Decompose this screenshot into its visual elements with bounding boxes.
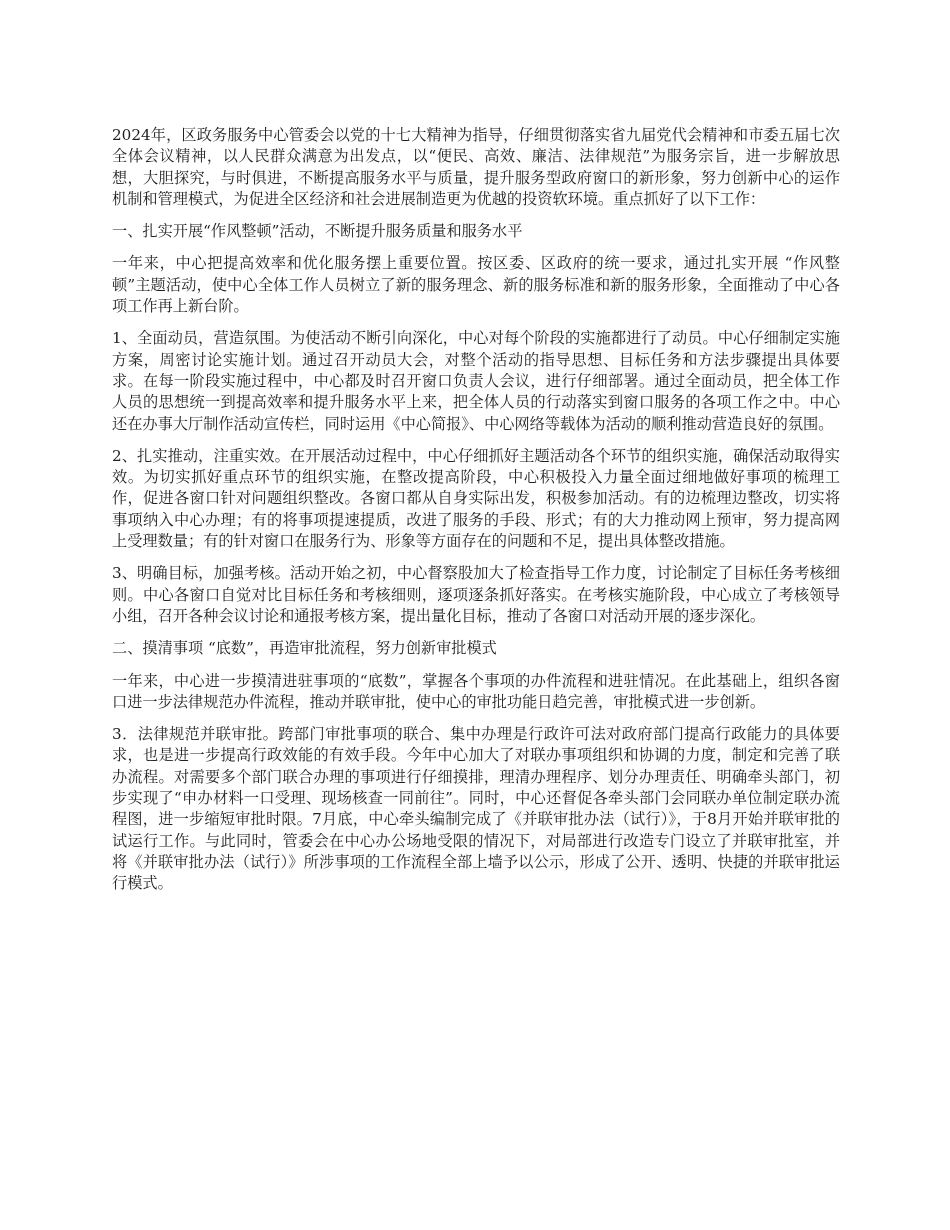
item-1-paragraph: 1、全面动员，营造氛围。为使活动不断引向深化，中心对每个阶段的实施都进行了动员。中心仔细制定实施方案，周密讨论实施计划。通过召开动员大会，对整个活动的指导思想、目标任务和方法步骤提出具体要求。在每一阶段实施过程中，中心都及时召开窗口负责人会议，进行仔细部署。通过全面动员，把全体工作人员的思想统一到提高效率和提升服务水平上来，把全体人员的行动落实到窗口服务的各项工作之中。中心还在办事大厅制作活动宣传栏，同时运用《中心简报》、中心网络等载体为活动的顺利推动营造良好的氛围。: [112, 329, 840, 433]
item-2-paragraph: 2、扎实推动，注重实效。在开展活动过程中，中心仔细抓好主题活动各个环节的组织实施，确保活动取得实效。为切实抓好重点环节的组织实施，在整改提高阶段，中心积极投入力量全面过细地做好事项的梳理工作，促进各窗口针对问题组织整改。各窗口都从自身实际出发，积极参加活动。有的边梳理边整改，切实将事项纳入中心办理；有的将事项提速提质，改进了服务的手段、形式；有的大力推动网上预审，努力提高网上受理数量；有的针对窗口在服务行为、形象等方面存在的问题和不足，提出具体整改措施。: [112, 446, 840, 551]
intro-paragraph: 2024年，区政务服务中心管委会以党的十七大精神为指导，仔细贯彻落实省九届党代会精神和市委五届七次全体会议精神，以人民群众满意为出发点，以“便民、高效、廉洁、法律规范”为服务宗旨，进一步解放思想，大胆探究，与时俱进，不断提高服务水平与质量，提升服务型政府窗口的新形象，努力创新中心的运作机制和管理模式，为促进全区经济和社会进展制造更为优越的投资软环境。重点抓好了以下工作：: [112, 126, 840, 208]
section-2-intro-paragraph: 一年来，中心进一步摸清进驻事项的“底数”，掌握各个事项的办件流程和进驻情况。在此基础上，组织各窗口进一步法律规范办件流程，推动并联审批，使中心的审批功能日趋完善，审批模式进一步创新。: [112, 671, 840, 711]
section-2-item-3-paragraph: 3．法律规范并联审批。跨部门审批事项的联合、集中办理是行政许可法对政府部门提高行政能力的具体要求，也是进一步提高行政效能的有效手段。今年中心加大了对联办事项组织和协调的力度，制定和完善了联办流程。对需要多个部门联合办理的事项进行仔细摸排，理清办理程序、划分办理责任、明确牵头部门，初步实现了“申办材料一口受理、现场核查一同前往”。同时，中心还督促各牵头部门会同联办单位制定联办流程图，进一步缩短审批时限。7月底，中心牵头编制完成了《并联审批办法（试行）》，于8月开始并联审批的试运行工作。与此同时，管委会在中心办公场地受限的情况下，对局部进行改造专门设立了并联审批室，并将《并联审批办法（试行）》所涉事项的工作流程全部上墙予以公示，形成了公开、透明、快捷的并联审批运行模式。: [112, 725, 840, 893]
section-1-intro-paragraph: 一年来，中心把提高效率和优化服务摆上重要位置。按区委、区政府的统一要求，通过扎实开展 “作风整顿”主题活动，使中心全体工作人员树立了新的服务理念、新的服务标准和新的服务形象，全面推动了中心各项工作再上新台阶。: [112, 254, 840, 316]
document-body: [112, 125, 840, 906]
item-3-paragraph: 3、明确目标，加强考核。活动开始之初，中心督察股加大了检查指导工作力度，讨论制定了目标任务考核细则。中心各窗口自觉对比目标任务和考核细则，逐项逐条抓好落实。在考核实施阶段，中心成立了考核领导小组，召开各种会议讨论和通报考核方案，提出量化目标，推动了各窗口对活动开展的逐步深化。: [112, 564, 840, 625]
section-heading-1: 一、扎实开展“作风整顿”活动，不断提升服务质量和服务水平: [112, 222, 523, 241]
section-heading-2: 二、摸清事项 “底数”，再造审批流程，努力创新审批模式: [112, 639, 497, 658]
